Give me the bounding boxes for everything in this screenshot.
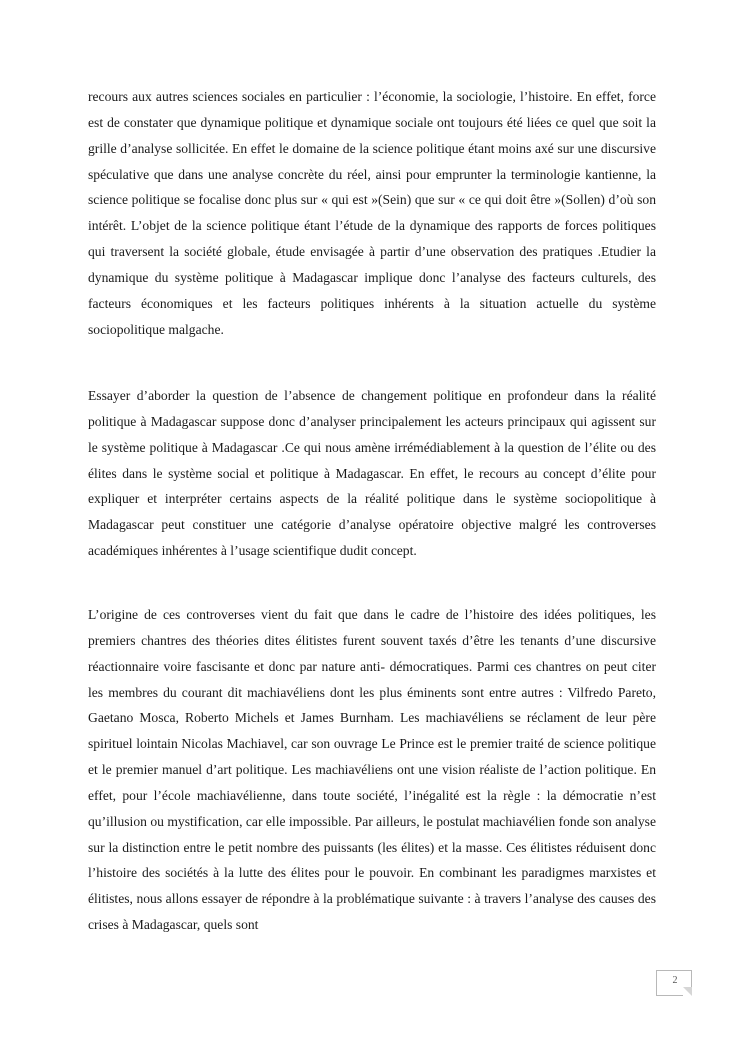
body-paragraph-3: L’origine de ces controverses vient du fait que dans le cadre de l’histoire des idées politiques, les premiers chantres des théories dites élitistes furent souvent taxés d’être les tenants d’une discursive réactionnaire voire fascisante et donc par nature anti- démocratiques. Parmi ces chantres on peut citer les membres du courant dit machiavéliens dont les plus éminents sont entre autres : Vilfredo Pareto, Gaetano Mosca, Roberto Michels et James Burnham. Les machiavéliens se réclament de leur père spirituel lointain Nicolas Machiavel, car son ouvrage Le Prince est le premier traité de science politique et le premier manuel d’art politique. Les machiavéliens ont une vision réaliste de l’action politique. En effet, pour l’école machiavélienne, dans toute société, l’inégalité est la règle : la démocratie n’est qu’illusion ou mystification, car elle impossible. Par ailleurs, le postulat machiavélien fonde son analyse sur la distinction entre le petit nombre des puissants (les élites) et la masse. Ces élitistes réduisent donc l’histoire des sociétés à la lutte des élites pour le pouvoir. En combinant les paradigmes marxistes et élitistes, nous allons essayer de répondre à la problématique suivante : à travers l’analyse des causes des crises à Madagascar, quels sont: [88, 607, 656, 933]
page-number: 2: [672, 975, 678, 986]
body-paragraph-1: recours aux autres sciences sociales en particulier : l’économie, la sociologie, l’histoire. En effet, force est de constater que dynamique politique et dynamique sociale ont toujours été liées ce quel que soit la grille d’analyse sollicitée. En effet le domaine de la science politique étant moins axé sur une discursive spéculative que dans une analyse concrète du réel, ainsi pour emprunter la terminologie kantienne, la science politique se focalise donc plus sur « qui est »(Sein) que sur « ce qui doit être »(Sollen) d’où son intérêt. L’objet de la science politique étant l’étude de la dynamique des rapports de forces politiques qui traversent la société globale, étude envisagée à partir d’une observation des pratiques .Etudier la dynamique du système politique à Madagascar implique donc l’analyse des facteurs culturels, des facteurs économiques et les facteurs politiques inhérents à la situation actuelle du système sociopolitique malgache.: [88, 89, 656, 337]
body-paragraph-2: Essayer d’aborder la question de l’absence de changement politique en profondeur dans la réalité politique à Madagascar suppose donc d’analyser principalement les acteurs principaux qui agissent sur le système politique à Madagascar .Ce qui nous amène irrémédiablement à la question de l’élite ou des élites dans le système social et politique à Madagascar. En effet, le recours au concept d’élite pour expliquer et interpréter certains aspects de la réalité politique dans le système sociopolitique à Madagascar peut constituer une catégorie d’analyse opératoire objective malgré les controverses académiques inhérentes à l’usage scientifique dudit concept.: [88, 388, 656, 559]
page-fold-icon: [683, 987, 692, 996]
page-number-badge: [656, 970, 692, 996]
